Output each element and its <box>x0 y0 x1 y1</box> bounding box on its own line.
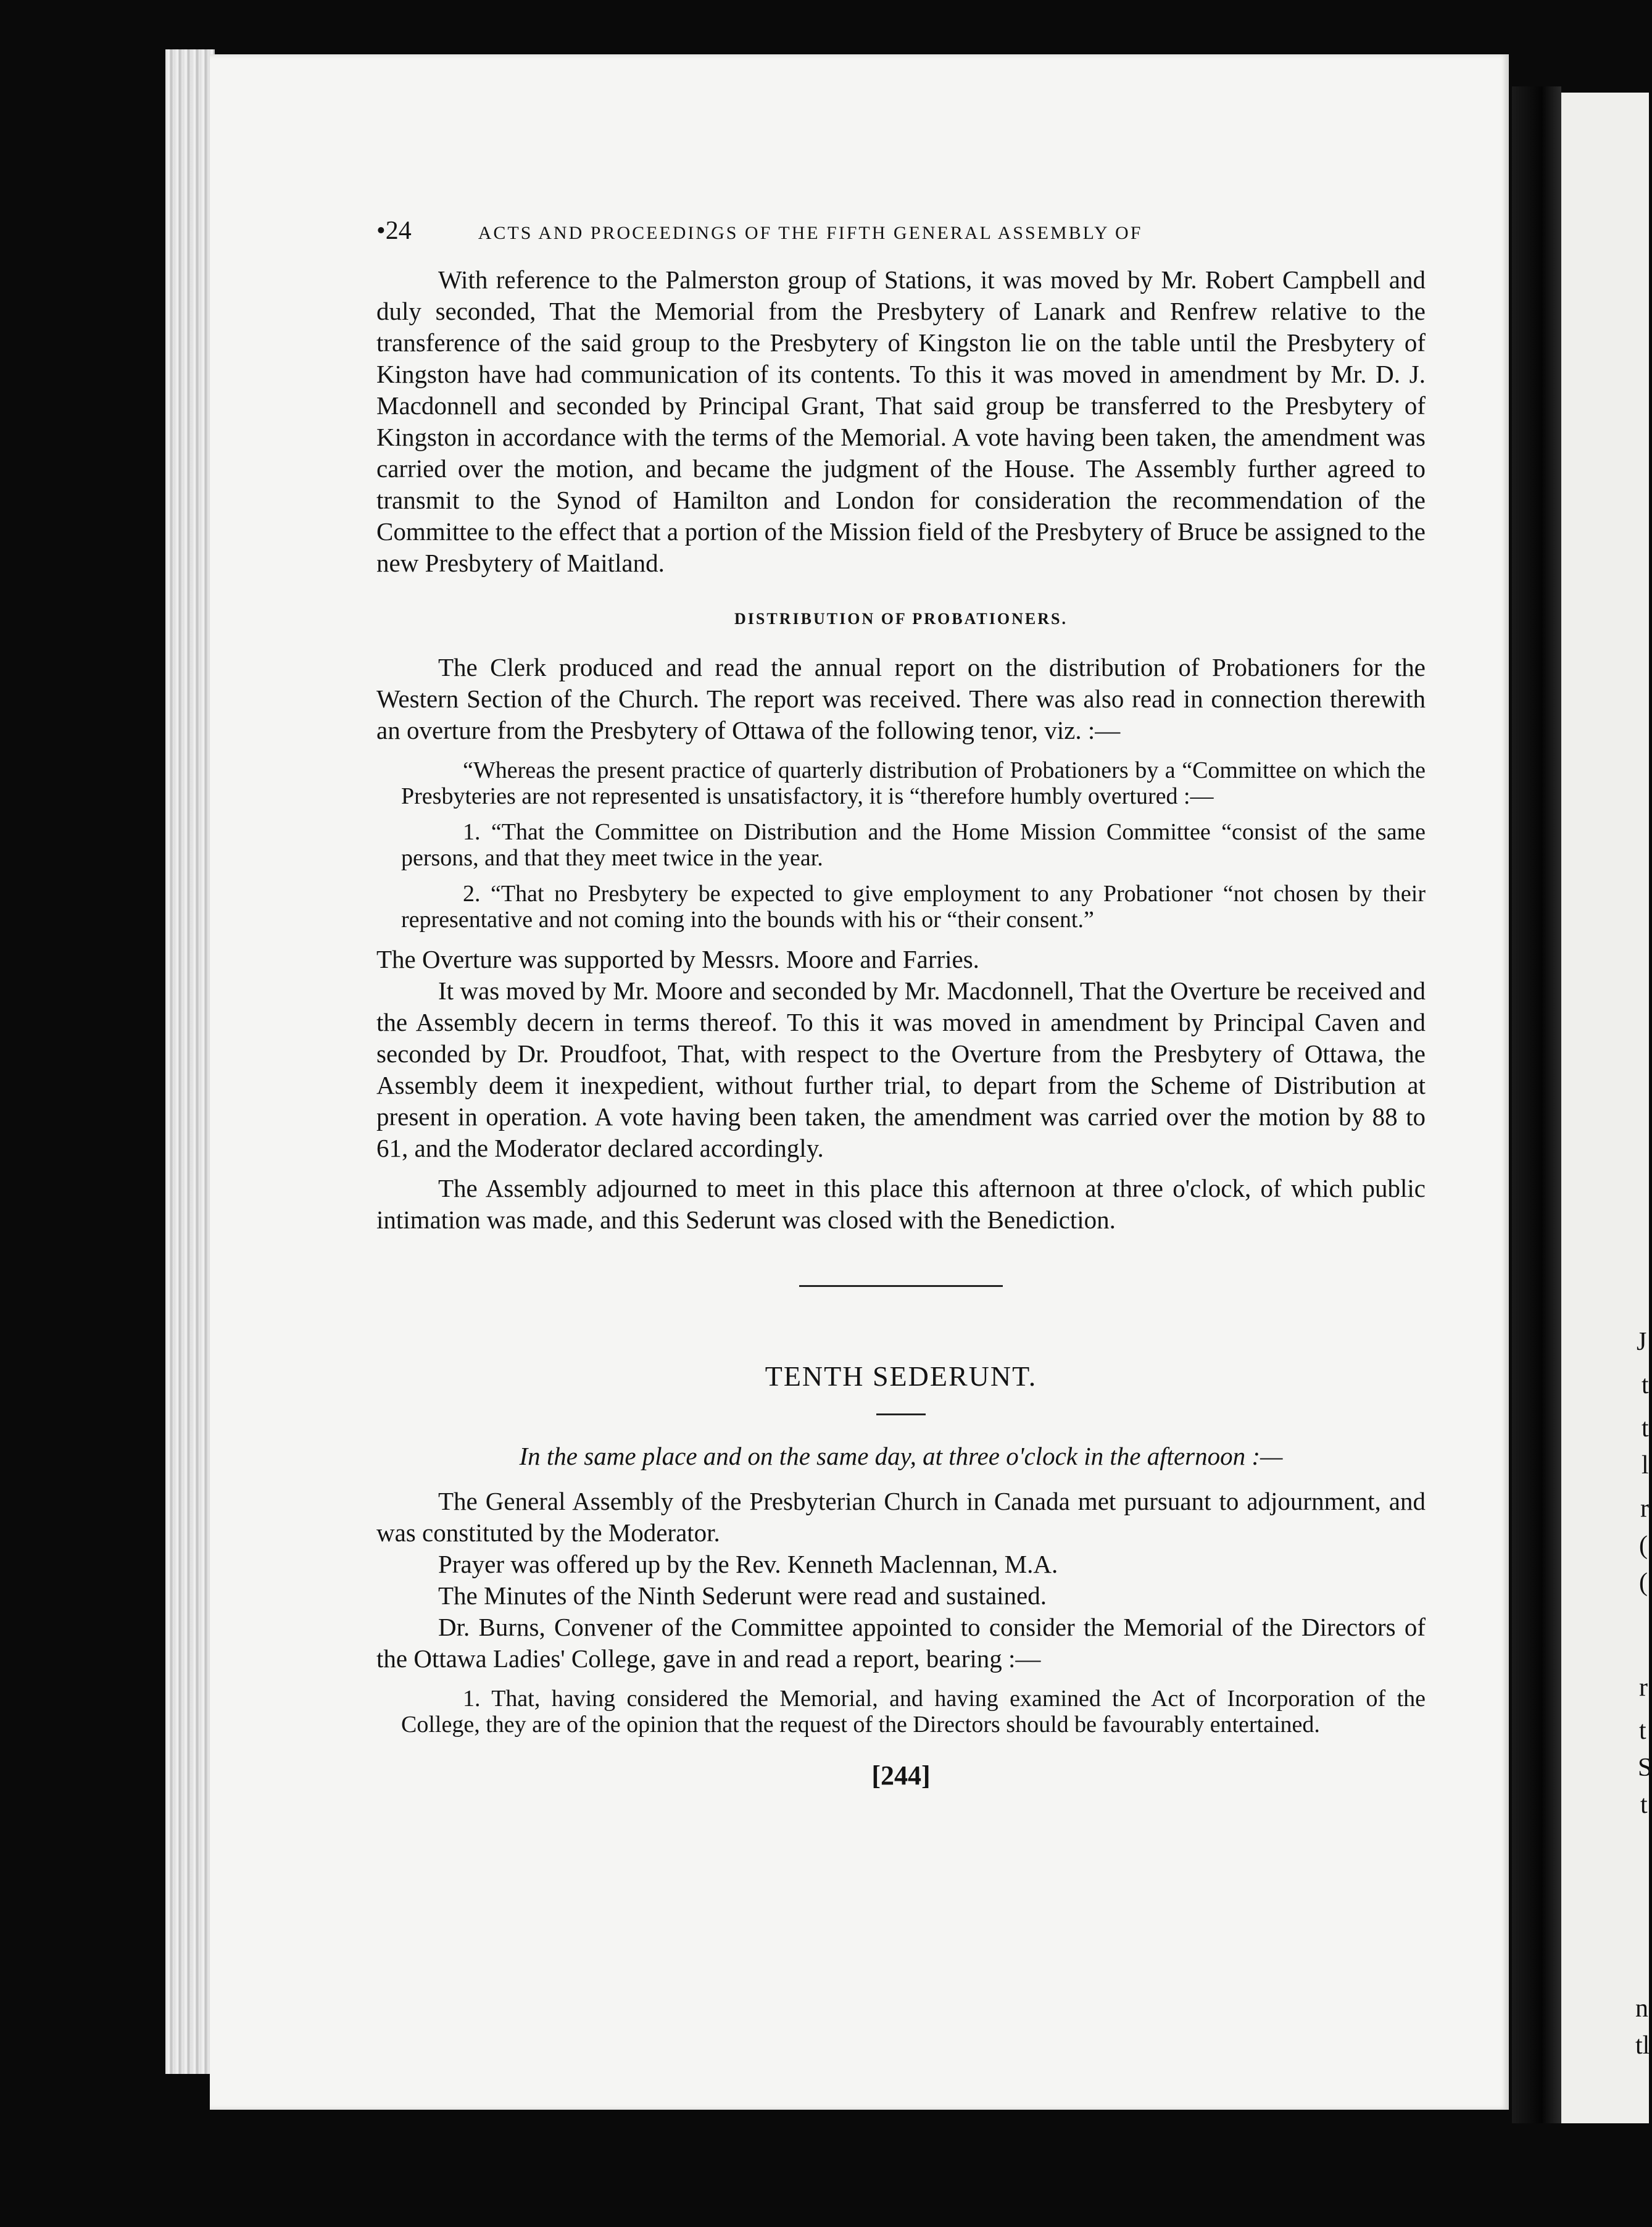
sederunt-subheading: In the same place and on the same day, at three o'clock in the afternoon :— <box>519 1442 1283 1470</box>
paragraph-palmerston: With reference to the Palmerston group of Stations, it was moved by Mr. Robert Campbell and duly seconded, That the Memorial from the Presbytery of Lanark and Renfrew relative to the transference of the said group to the Presbytery of Kingston lie on the table until the Presbytery of Kingston have had communication of its contents. To this it was moved in amendment by Mr. D. J. Macdonnell and seconded by Principal Grant, That said group be transferred to the Presbytery of Kingston in accordance with the terms of the Memorial. A vote having been taken, the amendment was carried over the motion, and became the judgment of the House. The Assembly further agreed to transmit to the Synod of Hamilton and London for consideration the recommendation of the Committee to the effect that a portion of the Mission field of the Presbytery of Bruce be assigned to the new Presbytery of Maitland. <box>376 265 1426 577</box>
gutter <box>1512 86 1561 2123</box>
facing-page-char: t <box>1642 1414 1649 1442</box>
paragraph-clerk-report: The Clerk produced and read the annual report on the distribution of Probationers for the Western Section of the Church. The report was received. There was also read in connection therewith an overture from the Presbytery of Ottawa of the following tenor, viz. :— <box>376 653 1426 744</box>
quote-paragraph: “Whereas the present practice of quarterly distribution of Probationers by a “Committee on which the Presbyteries are not represented is unsatisfactory, it is “therefore humbly overtured :— <box>401 757 1426 809</box>
overture-quote <box>401 757 1426 933</box>
facing-page-char: n <box>1635 1994 1648 2023</box>
page-content <box>376 216 1426 1791</box>
facing-page-char: t <box>1640 1791 1648 1819</box>
section-heading-probationers: DISTRIBUTION OF PROBATIONERS. <box>734 610 1068 628</box>
heading-rule <box>876 1413 926 1415</box>
running-head <box>376 216 1426 246</box>
page-number: •24 <box>376 217 412 245</box>
paragraph-supported: The Overture was supported by Messrs. Moore and Farries. <box>376 945 979 973</box>
report-item-1: 1. That, having considered the Memorial, and having examined the Act of Incorporation of the College, they are of the opinion that the request of the Directors should be favourably entertained. <box>401 1686 1426 1738</box>
quote-paragraph: 2. “That no Presbytery be expected to give employment to any Probationer “not chosen by their representative and not coming into the bounds with his or “their consent.” <box>401 881 1426 933</box>
facing-page-char: r <box>1640 1494 1649 1523</box>
section-divider <box>799 1285 1003 1287</box>
facing-page-char: l <box>1642 1451 1649 1480</box>
folio-number: [244] <box>871 1760 931 1791</box>
facing-page-char: ( <box>1639 1568 1648 1597</box>
paragraph-assembly-met: The General Assembly of the Presbyterian Church in Canada met pursuant to adjournment, and was constituted by the Moderator. <box>376 1487 1426 1547</box>
facing-page-char: t <box>1642 1371 1649 1399</box>
page-stack-edge <box>165 49 215 2074</box>
running-title: ACTS AND PROCEEDINGS OF THE FIFTH GENERAL ASSEMBLY OF <box>478 223 1143 243</box>
facing-page-char: t <box>1639 1717 1646 1745</box>
facing-page-char: ( <box>1639 1531 1648 1560</box>
paragraph-prayer: Prayer was offered up by the Rev. Kenneth Maclennan, M.A. <box>438 1550 1058 1578</box>
section-heading-tenth-sederunt: TENTH SEDERUNT. <box>765 1360 1037 1392</box>
paragraph-minutes: The Minutes of the Ninth Sederunt were read and sustained. <box>438 1581 1047 1610</box>
paragraph-dr-burns: Dr. Burns, Convener of the Committee appointed to consider the Memorial of the Directors of the Ottawa Ladies' College, gave in and read a report, bearing :— <box>376 1613 1426 1673</box>
paragraph-motion: It was moved by Mr. Moore and seconded by Mr. Macdonnell, That the Overture be received and the Assembly decern in terms thereof. To this it was moved in amendment by Principal Caven and seconded by Dr. Proudfoot, That, with respect to the Overture from the Presbytery of Ottawa, the Assembly deem it inexpedient, without further trial, to depart from the Scheme of Distribution at present in operation. A vote having been taken, the amendment was carried over the motion by 88 to 61, and the Moderator declared accordingly. <box>376 976 1426 1162</box>
report-item <box>401 1686 1426 1738</box>
facing-page-char: S <box>1638 1754 1652 1782</box>
facing-page-sliver <box>1561 93 1652 2123</box>
paragraph-adjourn: The Assembly adjourned to meet in this place this afternoon at three o'clock, of which public intimation was made, and this Sederunt was closed with the Benediction. <box>376 1174 1426 1234</box>
quote-paragraph: 1. “That the Committee on Distribution and the Home Mission Committee “consist of the same persons, and that they meet twice in the year. <box>401 819 1426 871</box>
facing-page-char: J <box>1637 1328 1647 1356</box>
facing-page-char: tl <box>1635 2031 1650 2060</box>
facing-page-char: r <box>1639 1673 1648 1702</box>
